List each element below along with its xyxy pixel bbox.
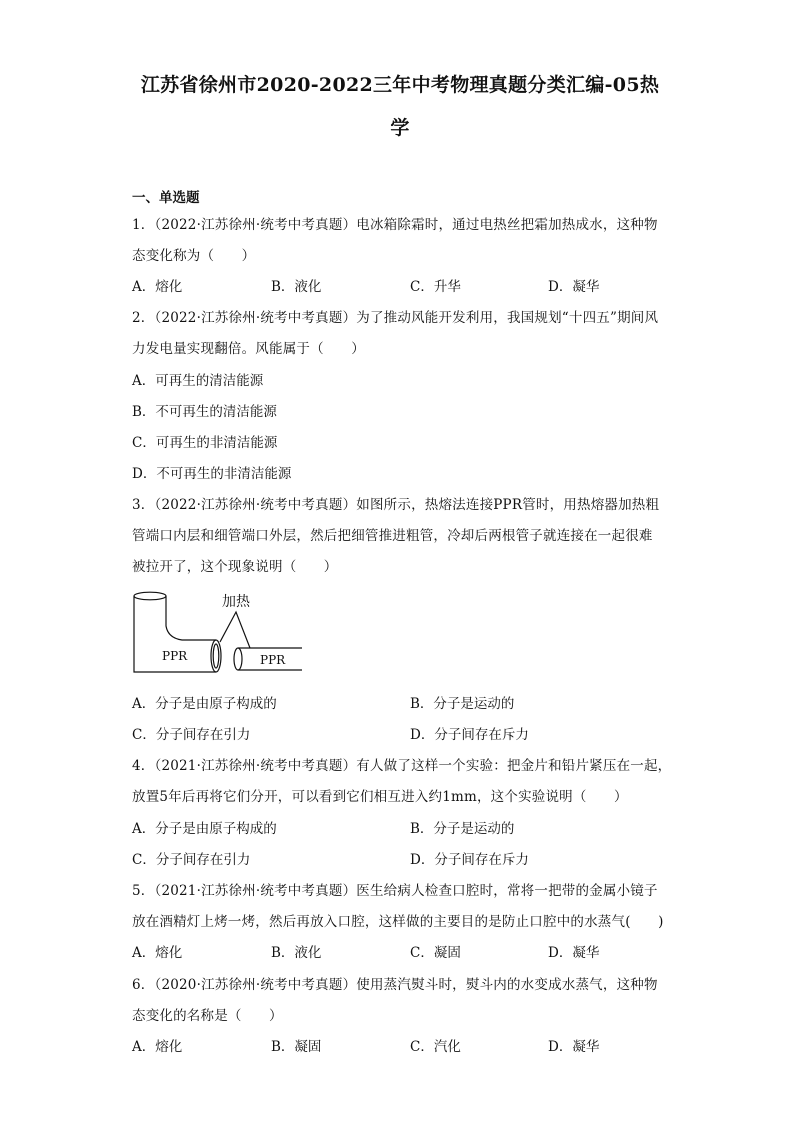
- question-6-option-b: B．凝固: [271, 1039, 322, 1055]
- ppr-label-thick-pipe: PPR: [162, 649, 188, 663]
- question-5-option-d: D．凝华: [548, 945, 600, 961]
- question-5-line-1: 5．（2021·江苏徐州·统考中考真题）医生给病人检查口腔时，常将一把带的金属小镜子: [132, 883, 658, 899]
- question-2-option-a: A．可再生的清洁能源: [132, 373, 264, 389]
- heat-label: 加热: [222, 594, 250, 610]
- question-6-option-d: D．凝华: [548, 1039, 600, 1055]
- question-3-option-c: C．分子间存在引力: [132, 727, 251, 743]
- question-3-option-b: B．分子是运动的: [410, 696, 515, 712]
- question-2-option-c: C．可再生的非清洁能源: [132, 435, 278, 451]
- question-2-option-b: B．不可再生的清洁能源: [132, 404, 277, 420]
- page-title-line-1: 江苏省徐州市2020-2022三年中考物理真题分类汇编-05热: [140, 74, 660, 96]
- elbow-pipe-end-inner: [213, 644, 219, 668]
- question-3-line-3: 被拉开了，这个现象说明（ ）: [132, 559, 338, 575]
- question-2-line-1: 2．（2022·江苏徐州·统考中考真题）为了推动风能开发利用，我国规划“十四五”期间风: [132, 310, 659, 326]
- section-heading: 一、单选题: [132, 190, 200, 206]
- ppr-label-thin-pipe: PPR: [260, 653, 286, 667]
- question-6-option-c: C．汽化: [410, 1039, 461, 1055]
- question-3-line-2: 管端口内层和细管端口外层，然后把细管推进粗管，冷却后两根管子就连接在一起很难: [132, 528, 653, 544]
- question-5-line-2: 放在酒精灯上烤一烤，然后再放入口腔，这样做的主要目的是防止口腔中的水蒸气( ): [132, 914, 664, 930]
- elbow-pipe-inner-wall: [166, 596, 216, 640]
- question-1-option-b: B．液化: [271, 279, 322, 295]
- question-4-option-d: D．分子间存在斥力: [410, 852, 529, 868]
- question-6-line-2: 态变化的名称是（ ）: [132, 1008, 283, 1024]
- question-5-option-a: A．熔化: [132, 945, 183, 961]
- question-1-line-1: 1．（2022·江苏徐州·统考中考真题）电冰箱除霜时，通过电热丝把霜加热成水，这种物: [132, 217, 658, 233]
- question-1-option-c: C．升华: [410, 279, 461, 295]
- question-3-line-1: 3．（2022·江苏徐州·统考中考真题）如图所示，热熔法连接PPR管时，用热熔器加热粗: [132, 497, 660, 513]
- question-5-option-c: C．凝固: [410, 945, 461, 961]
- question-4-option-a: A．分子是由原子构成的: [132, 821, 277, 837]
- page-title-line-2: 学: [390, 117, 410, 139]
- question-2-option-d: D．不可再生的非清洁能源: [132, 466, 292, 482]
- question-6-line-1: 6．（2020·江苏徐州·统考中考真题）使用蒸汽熨斗时，熨斗内的水变成水蒸气，这种物: [132, 977, 658, 993]
- ppr-pipe-figure: [130, 588, 305, 676]
- question-1-option-d: D．凝华: [548, 279, 600, 295]
- question-3-option-d: D．分子间存在斥力: [410, 727, 529, 743]
- elbow-pipe-top-opening: [134, 592, 166, 600]
- question-4-line-1: 4．（2021·江苏徐州·统考中考真题）有人做了这样一个实验：把金片和铅片紧压在一起，: [132, 758, 672, 774]
- question-1-line-2: 态变化称为（ ）: [132, 248, 256, 264]
- question-4-option-c: C．分子间存在引力: [132, 852, 251, 868]
- heat-pointer-lines: [220, 612, 250, 648]
- question-3-option-a: A．分子是由原子构成的: [132, 696, 277, 712]
- question-2-line-2: 力发电量实现翻倍。风能属于（ ）: [132, 341, 365, 357]
- question-5-option-b: B．液化: [271, 945, 322, 961]
- elbow-pipe-end-outer: [211, 640, 221, 672]
- question-6-option-a: A．熔化: [132, 1039, 183, 1055]
- question-4-line-2: 放置5年后再将它们分开，可以看到它们相互进入约1mm，这个实验说明（ ）: [132, 789, 628, 805]
- question-4-option-b: B．分子是运动的: [410, 821, 515, 837]
- question-1-option-a: A．熔化: [132, 279, 183, 295]
- thin-pipe-end: [234, 648, 242, 670]
